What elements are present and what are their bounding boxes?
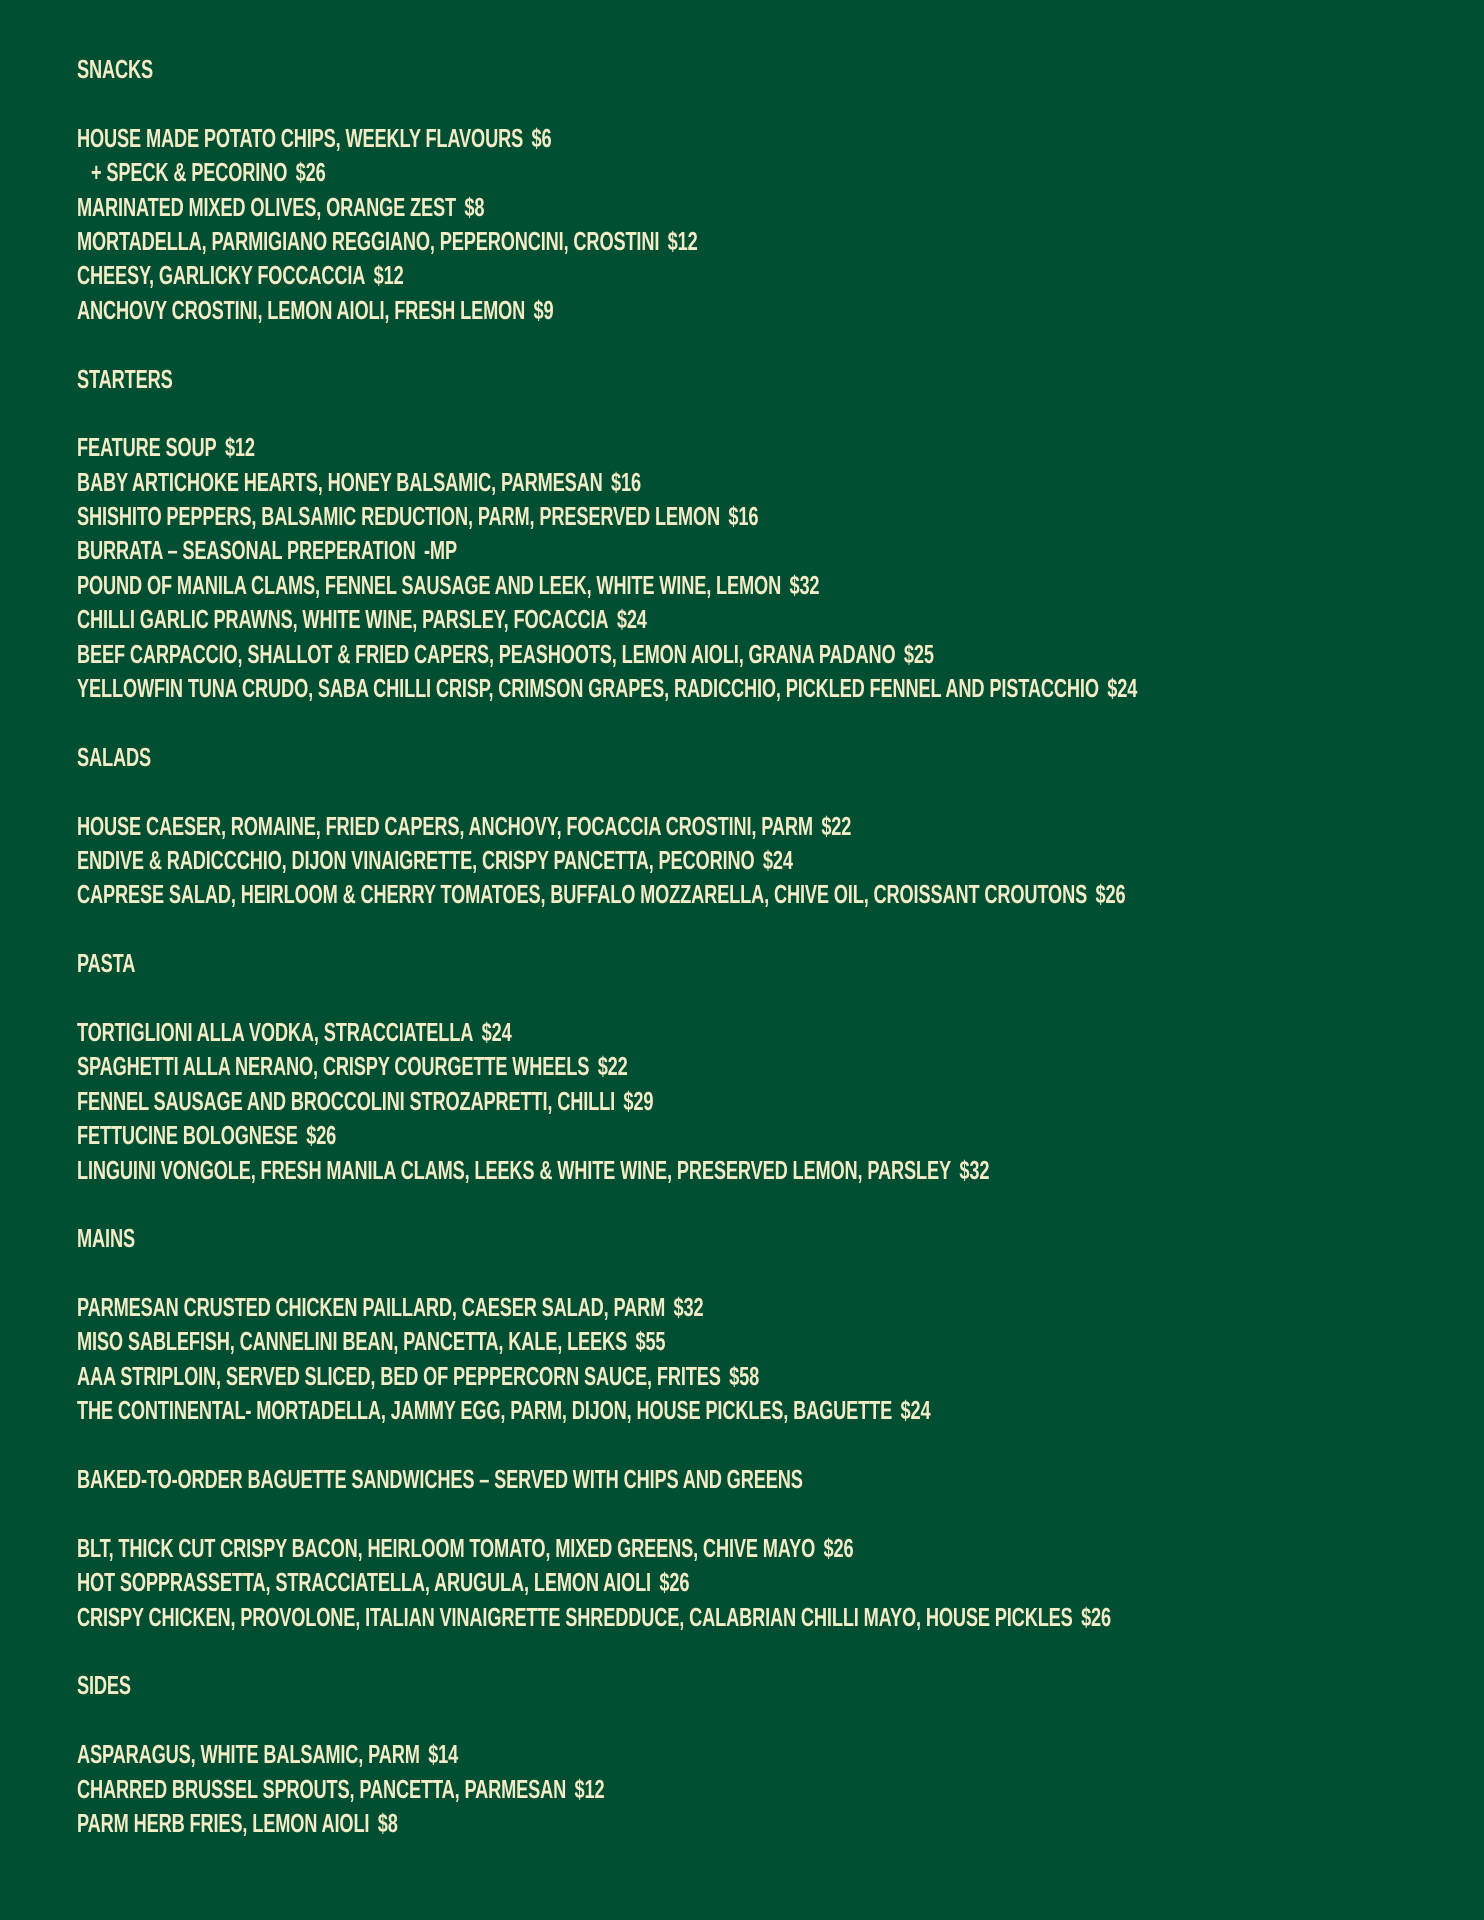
menu-item-name: CHILLI GARLIC PRAWNS, WHITE WINE, PARSLEY, FOCACCIA [77,604,609,635]
menu-item-price: $26 [659,1567,690,1598]
menu-item-price: $26 [295,157,326,188]
section-heading: STARTERS [77,363,173,394]
menu-item-price: $55 [635,1326,666,1357]
menu-item-price: $12 [667,225,698,256]
menu-item [77,1015,1043,1049]
menu-item [77,809,1043,843]
menu-item-price: $24 [616,604,647,635]
menu-item-name: THE CONTINENTAL- MORTADELLA, JAMMY EGG, PARM, DIJON, HOUSE PICKLES, BAGUETTE [77,1395,893,1426]
menu-item [77,224,1043,258]
menu-item [77,1084,1043,1118]
menu-item-price: $26 [1081,1601,1112,1632]
menu-item-name: TORTIGLIONI ALLA VODKA, STRACCIATELLA [77,1016,474,1047]
menu-item-name: ENDIVE & RADICCCHIO, DIJON VINAIGRETTE, CRISPY PANCETTA, PECORINO [77,844,755,875]
menu-item [77,1531,1043,1565]
menu-item-price: $16 [611,466,641,497]
menu-item-price: $22 [597,1051,628,1082]
menu-item-name: CAPRESE SALAD, HEIRLOOM & CHERRY TOMATOES, BUFFALO MOZZARELLA, CHIVE OIL, CROISSANT CROUTONS [77,879,1088,910]
menu-item-name: MISO SABLEFISH, CANNELINI BEAN, PANCETTA, KALE, LEEKS [77,1326,628,1357]
menu-item [77,499,1043,533]
menu-item-price: $8 [464,191,485,222]
menu-item-name: CRISPY CHICKEN, PROVOLONE, ITALIAN VINAIGRETTE SHREDDUCE, CALABRIAN CHILLI MAYO, HOUSE PICKLES [77,1601,1073,1632]
menu-item [77,155,1043,189]
menu-item [77,465,1043,499]
menu-item-price: $26 [306,1120,337,1151]
menu-item [77,1393,1043,1427]
menu-item-price: $25 [903,638,934,669]
menu-section [77,52,1457,362]
menu-item [77,1359,1043,1393]
menu-item-name: HOT SOPPRASSETTA, STRACCIATELLA, ARUGULA, LEMON AIOLI [77,1567,651,1598]
spacer [77,1496,1457,1530]
menu-item [77,1290,1043,1324]
spacer [77,981,1457,1015]
menu-item-price: $26 [823,1532,854,1563]
menu-item [77,430,1043,464]
menu-item-name: YELLOWFIN TUNA CRUDO, SABA CHILLI CRISP, CRIMSON GRAPES, RADICCHIO, PICKLED FENNEL AND PISTACCHIO [77,673,1099,704]
spacer [77,705,1457,739]
menu-document [77,52,1457,1840]
menu-item-price: $24 [481,1016,512,1047]
menu-item-name: PARM HERB FRIES, LEMON AIOLI [77,1807,370,1838]
menu-section [77,1668,1457,1840]
menu-item-name: CHARRED BRUSSEL SPROUTS, PANCETTA, PARMESAN [77,1773,567,1804]
menu-item-name: MARINATED MIXED OLIVES, ORANGE ZEST [77,191,457,222]
menu-item-name: + SPECK & PECORINO [91,157,288,188]
menu-item [77,637,1043,671]
menu-item-name: BLT, THICK CUT CRISPY BACON, HEIRLOOM TOMATO, MIXED GREENS, CHIVE MAYO [77,1532,816,1563]
menu-item-price: $16 [728,501,759,532]
menu-item [77,121,1043,155]
menu-item-price: $32 [673,1292,704,1323]
menu-item-price: $12 [574,1773,605,1804]
menu-item-name: PARMESAN CRUSTED CHICKEN PAILLARD, CAESER SALAD, PARM [77,1292,666,1323]
menu-item-price: $14 [428,1739,459,1770]
menu-item-price: $29 [623,1085,654,1116]
section-heading: SIDES [77,1670,131,1701]
menu-item-price: $12 [224,432,255,463]
menu-item-price: $22 [821,810,852,841]
spacer [77,1428,1457,1462]
menu-section [77,362,1457,740]
menu-item-name: BEEF CARPACCIO, SHALLOT & FRIED CAPERS, PEASHOOTS, LEMON AIOLI, GRANA PADANO [77,638,896,669]
menu-item-name: SPAGHETTI ALLA NERANO, CRISPY COURGETTE WHEELS [77,1051,590,1082]
menu-item [77,190,1043,224]
menu-item [77,258,1043,292]
menu-item-price: $32 [959,1154,990,1185]
menu-item-name: BABY ARTICHOKE HEARTS, HONEY BALSAMIC, PARMESAN [77,466,603,497]
menu-item-name: MORTADELLA, PARMIGIANO REGGIANO, PEPERONCINI, CROSTINI [77,225,660,256]
menu-section [77,740,1457,946]
section-heading: MAINS [77,1223,135,1254]
menu-item-name: SHISHITO PEPPERS, BALSAMIC REDUCTION, PARM, PRESERVED LEMON [77,501,720,532]
section-heading: SALADS [77,741,151,772]
menu-section [77,1221,1457,1462]
menu-section [77,1462,1457,1668]
menu-item-price: $32 [789,569,820,600]
menu-item [77,1806,1043,1840]
menu-item-price: $12 [373,260,404,291]
spacer [77,912,1457,946]
menu-item-name: HOUSE CAESER, ROMAINE, FRIED CAPERS, ANCHOVY, FOCACCIA CROSTINI, PARM [77,810,813,841]
section-heading: SNACKS [77,54,154,84]
spacer [77,396,1457,430]
menu-item-price: $24 [900,1395,931,1426]
menu-item [77,1118,1043,1152]
menu-item [77,1565,1043,1599]
menu-item [77,1600,1112,1634]
menu-item-price: $9 [533,294,554,325]
menu-section [77,946,1457,1221]
menu-item-price: $24 [1107,673,1138,704]
section-heading: BAKED-TO-ORDER BAGUETTE SANDWICHES – SERVED WITH CHIPS AND GREENS [77,1464,803,1495]
menu-item [77,1324,1043,1358]
menu-item-price: $26 [1095,879,1126,910]
menu-item [77,602,1043,636]
menu-item [77,843,1043,877]
menu-item [77,1153,1043,1187]
menu-item-name: CHEESY, GARLICKY FOCCACCIA [77,260,366,291]
menu-item-name: FENNEL SAUSAGE AND BROCCOLINI STROZAPRETTI, CHILLI [77,1085,616,1116]
menu-item [77,671,1138,705]
spacer [77,1703,1457,1737]
menu-item-name: ANCHOVY CROSTINI, LEMON AIOLI, FRESH LEMON [77,294,526,325]
menu-item-name: POUND OF MANILA CLAMS, FENNEL SAUSAGE AND LEEK, WHITE WINE, LEMON [77,569,782,600]
spacer [77,774,1457,808]
menu-item-price: $58 [729,1360,760,1391]
menu-item-name: LINGUINI VONGOLE, FRESH MANILA CLAMS, LEEKS & WHITE WINE, PRESERVED LEMON, PARSLEY [77,1154,951,1185]
menu-item [77,1049,1043,1083]
menu-item [77,293,1043,327]
menu-item-name: FETTUCINE BOLOGNESE [77,1120,298,1151]
menu-item-name: HOUSE MADE POTATO CHIPS, WEEKLY FLAVOURS [77,122,524,153]
menu-item-price: -MP [424,535,457,566]
menu-item-name: FEATURE SOUP [77,432,217,463]
spacer [77,327,1457,361]
menu-item [77,1772,1043,1806]
spacer [77,1256,1457,1290]
spacer [77,86,1457,120]
menu-item [77,533,1043,567]
menu-item-name: BURRATA – SEASONAL PREPERATION [77,535,416,566]
menu-item-price: $6 [531,122,552,153]
menu-item-price: $8 [377,1807,398,1838]
menu-item [77,877,1126,911]
spacer [77,1634,1457,1668]
section-heading: PASTA [77,948,136,979]
menu-item-name: AAA STRIPLOIN, SERVED SLICED, BED OF PEPPERCORN SAUCE, FRITES [77,1360,721,1391]
menu-item-price: $24 [762,844,793,875]
menu-item [77,1737,1043,1771]
menu-item-name: ASPARAGUS, WHITE BALSAMIC, PARM [77,1739,420,1770]
menu-item [77,568,1043,602]
spacer [77,1187,1457,1221]
